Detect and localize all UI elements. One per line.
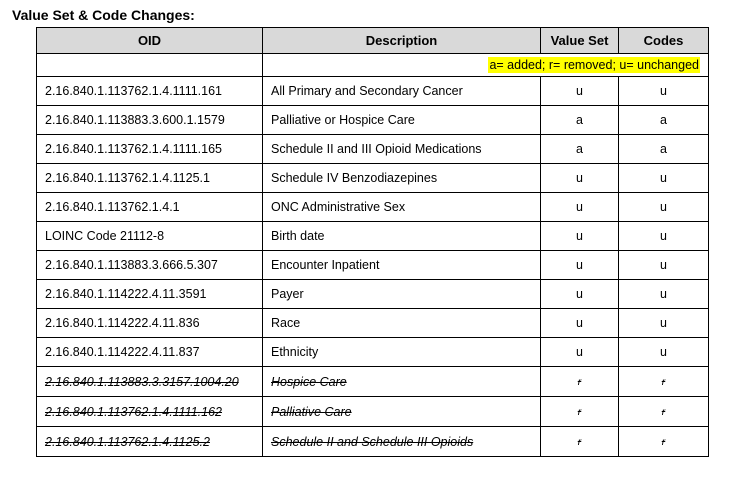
description-cell: Schedule II and III Opioid Medications (263, 135, 541, 164)
oid-cell: 2.16.840.1.113762.1.4.1111.162 (37, 397, 263, 427)
description-cell: Palliative or Hospice Care (263, 106, 541, 135)
codes-cell: u (619, 164, 709, 193)
oid-cell: 2.16.840.1.113883.3.600.1.1579 (37, 106, 263, 135)
removed-table-row (37, 367, 709, 397)
description-cell: Hospice Care (263, 367, 541, 397)
description-cell: All Primary and Secondary Cancer (263, 77, 541, 106)
oid-cell: 2.16.840.1.113762.1.4.1125.1 (37, 164, 263, 193)
oid-cell: 2.16.840.1.114222.4.11.836 (37, 309, 263, 338)
oid-cell: 2.16.840.1.114222.4.11.837 (37, 338, 263, 367)
value-set-table (36, 27, 709, 457)
value-set-cell: r (541, 427, 619, 457)
value-set-cell: r (541, 367, 619, 397)
value-set-cell: a (541, 135, 619, 164)
value-set-cell: u (541, 251, 619, 280)
column-header-description: Description (263, 28, 541, 54)
oid-cell: 2.16.840.1.113762.1.4.1111.161 (37, 77, 263, 106)
value-set-cell: u (541, 309, 619, 338)
codes-cell: a (619, 106, 709, 135)
oid-cell: 2.16.840.1.113883.3.3157.1004.20 (37, 367, 263, 397)
column-header-codes: Codes (619, 28, 709, 54)
codes-cell: u (619, 222, 709, 251)
description-cell: Schedule II and Schedule III Opioids (263, 427, 541, 457)
oid-cell: 2.16.840.1.113883.3.666.5.307 (37, 251, 263, 280)
value-set-cell: a (541, 106, 619, 135)
oid-cell: LOINC Code 21112-8 (37, 222, 263, 251)
column-header-oid: OID (37, 28, 263, 54)
codes-cell: u (619, 280, 709, 309)
table-row (37, 338, 709, 367)
table-row (37, 251, 709, 280)
codes-cell: r (619, 427, 709, 457)
codes-cell: r (619, 367, 709, 397)
table-row (37, 280, 709, 309)
value-set-cell: u (541, 193, 619, 222)
column-header-value-set: Value Set (541, 28, 619, 54)
header-row (37, 28, 709, 54)
legend-cell (263, 54, 709, 77)
value-set-cell: u (541, 77, 619, 106)
legend-row (37, 54, 709, 77)
table-row (37, 106, 709, 135)
legend-empty-cell (37, 54, 263, 77)
codes-cell: u (619, 309, 709, 338)
description-cell: ONC Administrative Sex (263, 193, 541, 222)
value-set-cell: u (541, 164, 619, 193)
oid-cell: 2.16.840.1.113762.1.4.1111.165 (37, 135, 263, 164)
table-row (37, 193, 709, 222)
removed-table-row (37, 397, 709, 427)
removed-table-row (37, 427, 709, 457)
section-heading: Value Set & Code Changes: (12, 7, 195, 23)
legend-text: a= added; r= removed; u= unchanged (489, 58, 699, 72)
codes-cell: r (619, 397, 709, 427)
codes-cell: u (619, 251, 709, 280)
codes-cell: u (619, 77, 709, 106)
description-cell: Birth date (263, 222, 541, 251)
oid-cell: 2.16.840.1.113762.1.4.1125.2 (37, 427, 263, 457)
table-row (37, 309, 709, 338)
codes-cell: u (619, 338, 709, 367)
value-set-cell: r (541, 397, 619, 427)
description-cell: Ethnicity (263, 338, 541, 367)
value-set-cell: u (541, 280, 619, 309)
codes-cell: u (619, 193, 709, 222)
table-row (37, 77, 709, 106)
description-cell: Encounter Inpatient (263, 251, 541, 280)
table-row (37, 222, 709, 251)
codes-cell: a (619, 135, 709, 164)
oid-cell: 2.16.840.1.114222.4.11.3591 (37, 280, 263, 309)
description-cell: Schedule IV Benzodiazepines (263, 164, 541, 193)
value-set-cell: u (541, 222, 619, 251)
table-row (37, 135, 709, 164)
description-cell: Race (263, 309, 541, 338)
table-row (37, 164, 709, 193)
oid-cell: 2.16.840.1.113762.1.4.1 (37, 193, 263, 222)
description-cell: Palliative Care (263, 397, 541, 427)
value-set-cell: u (541, 338, 619, 367)
description-cell: Payer (263, 280, 541, 309)
